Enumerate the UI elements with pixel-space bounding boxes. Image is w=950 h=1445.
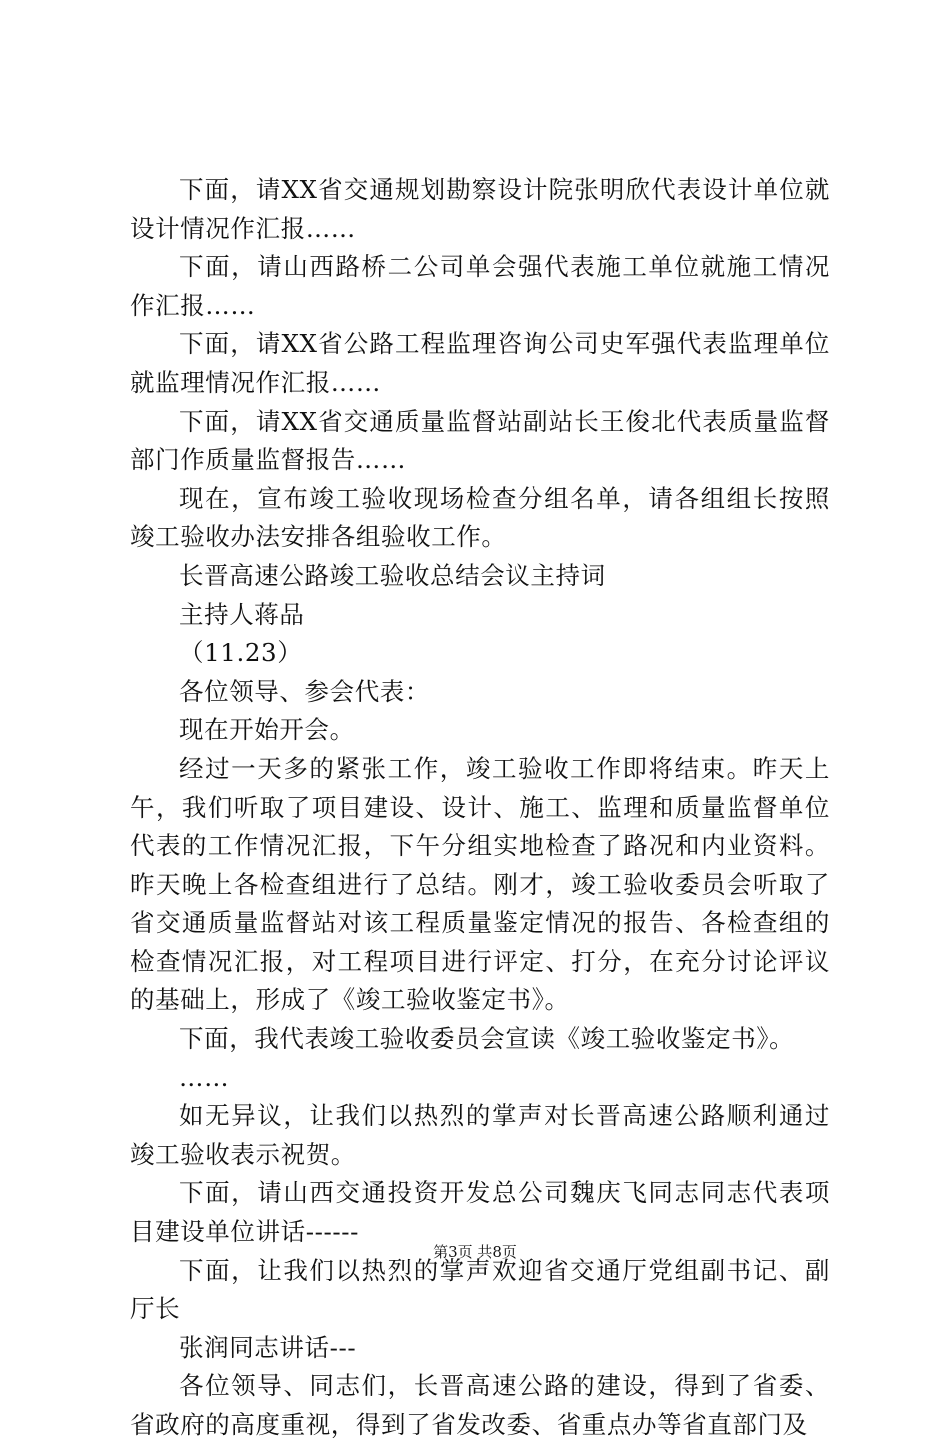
ellipsis-line: …… [179,1062,230,1092]
paragraph: 下面，请山西路桥二公司单会强代表施工单位就施工情况作汇报…… [130,252,830,320]
paragraph: 现在，宣布竣工验收现场检查分组名单，请各组组长按照竣工验收办法安排各组验收工作。 [130,483,830,552]
paragraph: 如无异议，让我们以热烈的掌声对长晋高速公路顺利通过竣工验收表示祝贺。 [130,1101,830,1169]
paragraph: 下面，我代表竣工验收委员会宣读《竣工验收鉴定书》。 [179,1024,795,1054]
paragraph: 下面，请XX省交通规划勘察设计院张明欣代表设计单位就设计情况作汇报…… [130,175,830,243]
paragraph: 下面，请山西交通投资开发总公司魏庆飞同志同志代表项目建设单位讲话------ [130,1178,830,1247]
paragraph: 现在开始开会。 [179,715,355,745]
paragraph: 经过一天多的紧张工作，竣工验收工作即将结束。昨天上午，我们听取了项目建设、设计、施工、监理和质量监督单位代表的工作情况汇报，下午分组实地检查了路况和内业资料。昨天晚上各检查组进行了总结。刚才，竣工验收委员会听取了省交通质量监督站对该工程质量鉴定情况的报告、各检查组的检查情况汇报，对工程项目进行评定、打分，在充分讨论评议的基础上，形成了《竣工验收鉴定书》。 [130,753,830,1015]
page-number-footer: 第3页 共8页 [433,1243,517,1261]
speech-title: 长晋高速公路竣工验收总结会议主持词 [179,560,606,590]
paragraph: 下面，请XX省交通质量监督站副站长王俊北代表质量监督部门作质量监督报告…… [130,406,830,475]
paragraph: 下面，让我们以热烈的掌声欢迎省交通厅党组副书记、副厅长 [130,1255,830,1324]
salutation: 各位领导、参会代表： [179,676,430,706]
date-line: （11.23） [179,638,303,668]
host-line: 主持人蒋品 [179,599,305,629]
paragraph: 各位领导、同志们，长晋高速公路的建设，得到了省委、省政府的高度重视，得到了省发改委、省重点办等省直部门及 [130,1371,830,1439]
paragraph: 下面，请XX省公路工程监理咨询公司史军强代表监理单位就监理情况作汇报…… [130,329,830,397]
paragraph: 张润同志讲话--- [179,1332,357,1362]
